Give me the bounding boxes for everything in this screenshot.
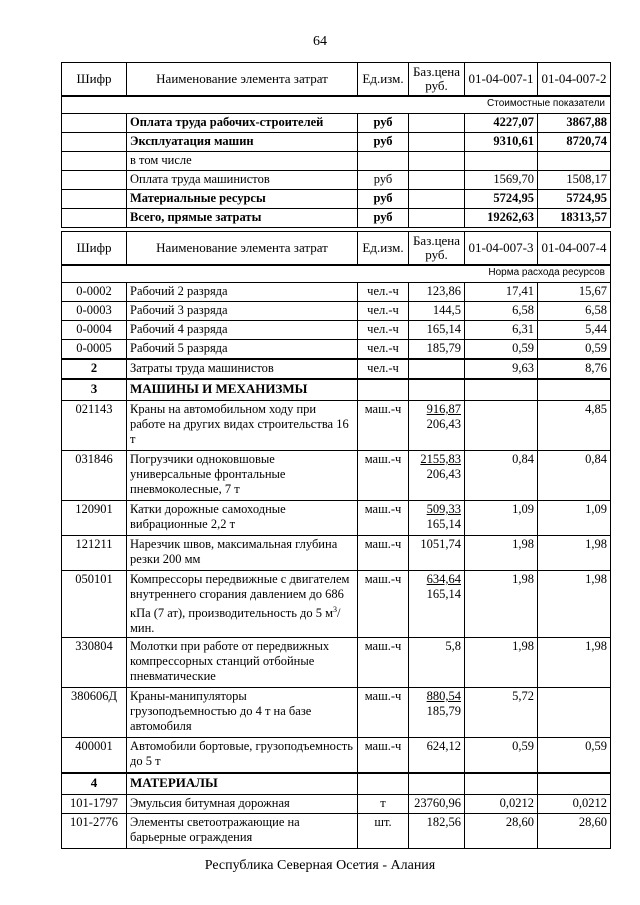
price-machinist: 165,14: [426, 517, 461, 531]
row-value-a: 5,72: [465, 688, 538, 738]
section-row: [62, 379, 611, 401]
row-value-b: 4,85: [538, 401, 611, 451]
row-name: Материальные ресурсы: [127, 190, 358, 209]
price-main: 2155,83: [420, 452, 461, 466]
table-row: [62, 814, 611, 849]
row-value-a: [465, 401, 538, 451]
row-value-a: 9,63: [465, 359, 538, 379]
row-value-a: 1,09: [465, 501, 538, 536]
row-name: Краны на автомобильном ходу при работе на других видах строительства 16 т: [127, 401, 358, 451]
row-unit: руб: [358, 171, 409, 190]
row-price: 624,12: [409, 738, 465, 774]
row-name: Погрузчики одноковшовые универсальные фронтальные пневмоколесные, 7 т: [127, 451, 358, 501]
section-title: МАТЕРИАЛЫ: [127, 773, 358, 795]
table-row: [62, 401, 611, 451]
header-base-price: Баз.цена руб.: [409, 63, 465, 97]
row-name: Автомобили бортовые, грузоподъемность до 5 т: [127, 738, 358, 774]
row-name: Рабочий 5 разряда: [127, 340, 358, 360]
row-unit: руб: [358, 190, 409, 209]
row-code: 2: [62, 359, 127, 379]
cost-table: [61, 62, 611, 228]
row-value-a: 4227,07: [465, 114, 538, 133]
price-main: 509,33: [426, 502, 461, 516]
table-row: [62, 795, 611, 814]
price-main: 916,87: [426, 402, 461, 416]
table-subheader: Стоимостные показатели: [62, 96, 611, 114]
row-name: Рабочий 4 разряда: [127, 321, 358, 340]
row-value-b: 8720,74: [538, 133, 611, 152]
table-row: [62, 321, 611, 340]
row-unit: маш.-ч: [358, 501, 409, 536]
row-name-text: Компрессоры передвижные с двигателем внутреннего сгорания давлением до 686 кПа (7 ат), производительность до 5 м: [130, 572, 350, 621]
row-value-a: 17,41: [465, 283, 538, 302]
row-unit: чел.-ч: [358, 321, 409, 340]
row-name: Рабочий 3 разряда: [127, 302, 358, 321]
section-code: 3: [62, 379, 127, 401]
table-row: [62, 451, 611, 501]
row-value-b: 0,0212: [538, 795, 611, 814]
row-value-b: 15,67: [538, 283, 611, 302]
table-row: [62, 536, 611, 571]
row-value-a: 5724,95: [465, 190, 538, 209]
row-code: 101-2776: [62, 814, 127, 849]
price-machinist: 206,43: [426, 467, 461, 481]
header-unit: Ед.изм.: [358, 63, 409, 97]
resource-table: [61, 231, 611, 849]
row-name: Катки дорожные самоходные вибрационные 2,2 т: [127, 501, 358, 536]
row-unit: чел.-ч: [358, 283, 409, 302]
row-value-a: 9310,61: [465, 133, 538, 152]
page-number: 64: [313, 34, 327, 49]
row-name: Краны-манипуляторы грузоподъемностью до 4 т на базе автомобиля: [127, 688, 358, 738]
row-unit: руб: [358, 114, 409, 133]
row-value-a: 1,98: [465, 638, 538, 688]
header-col-b: 01-04-007-4: [538, 232, 611, 266]
row-unit: маш.-ч: [358, 688, 409, 738]
table-row: [62, 688, 611, 738]
row-price: 123,86: [409, 283, 465, 302]
table-row: [62, 501, 611, 536]
row-unit: маш.-ч: [358, 401, 409, 451]
price-main: 634,64: [426, 572, 461, 586]
header-col-a: 01-04-007-3: [465, 232, 538, 266]
row-code: 380606Д: [62, 688, 127, 738]
row-value-b: 1,09: [538, 501, 611, 536]
row-price: 182,56: [409, 814, 465, 849]
row-code: 031846: [62, 451, 127, 501]
row-unit: чел.-ч: [358, 340, 409, 360]
table-row: [62, 302, 611, 321]
price-machinist: 206,43: [426, 417, 461, 431]
row-value-b: 5724,95: [538, 190, 611, 209]
row-code: 330804: [62, 638, 127, 688]
row-value-a: 1569,70: [465, 171, 538, 190]
row-code: 0-0003: [62, 302, 127, 321]
row-price: [409, 571, 465, 638]
row-unit: маш.-ч: [358, 738, 409, 774]
row-value-b: 0,59: [538, 738, 611, 774]
page-footer: Республика Северная Осетия - Алания: [204, 858, 436, 873]
row-value-b: 1,98: [538, 536, 611, 571]
row-name: Оплата труда машинистов: [127, 171, 358, 190]
row-value-b: 1508,17: [538, 171, 611, 190]
table-row: [62, 571, 611, 638]
header-code: Шифр: [62, 63, 127, 97]
row-unit: руб: [358, 209, 409, 228]
table-row: [62, 283, 611, 302]
table-row: [62, 738, 611, 774]
price-main: 880,54: [426, 689, 461, 704]
row-price: [409, 688, 465, 738]
header-name: Наименование элемента затрат: [127, 232, 358, 266]
row-value-a: 1,98: [465, 536, 538, 571]
row-unit: маш.-ч: [358, 571, 409, 638]
table-row: [62, 340, 611, 360]
row-value-a: 19262,63: [465, 209, 538, 228]
row-code: 101-1797: [62, 795, 127, 814]
table-row: [62, 638, 611, 688]
header-name: Наименование элемента затрат: [127, 63, 358, 97]
row-value-b: 3867,88: [538, 114, 611, 133]
row-name: в том числе: [127, 152, 358, 171]
row-value-b: [538, 688, 611, 738]
row-price: 165,14: [409, 321, 465, 340]
header-code: Шифр: [62, 232, 127, 266]
row-code: 121211: [62, 536, 127, 571]
row-code: 021143: [62, 401, 127, 451]
row-value-b: 8,76: [538, 359, 611, 379]
row-unit: чел.-ч: [358, 359, 409, 379]
table-row: [62, 359, 611, 379]
section-row: [62, 773, 611, 795]
row-name: Всего, прямые затраты: [127, 209, 358, 228]
row-price: [409, 451, 465, 501]
row-value-a: 0,59: [465, 340, 538, 360]
header-col-b: 01-04-007-2: [538, 63, 611, 97]
row-value-a: 0,59: [465, 738, 538, 774]
row-value-b: 1,98: [538, 571, 611, 638]
row-code: 0-0004: [62, 321, 127, 340]
row-price: 1051,74: [409, 536, 465, 571]
row-value-b: 28,60: [538, 814, 611, 849]
row-price: [409, 401, 465, 451]
superscript: 3: [333, 605, 338, 614]
row-code: 400001: [62, 738, 127, 774]
row-name: Элементы светоотражающие на барьерные ограждения: [127, 814, 358, 849]
row-price: [409, 359, 465, 379]
row-value-a: 1,98: [465, 571, 538, 638]
section-code: 4: [62, 773, 127, 795]
row-name: Эмульсия битумная дорожная: [127, 795, 358, 814]
row-price: 5,8: [409, 638, 465, 688]
row-name: Эксплуатация машин: [127, 133, 358, 152]
header-unit: Ед.изм.: [358, 232, 409, 266]
section-title: МАШИНЫ И МЕХАНИЗМЫ: [127, 379, 358, 401]
row-code: 050101: [62, 571, 127, 638]
row-value-a: 6,58: [465, 302, 538, 321]
row-unit: маш.-ч: [358, 536, 409, 571]
row-name: Рабочий 2 разряда: [127, 283, 358, 302]
row-code: 0-0005: [62, 340, 127, 360]
row-value-b: 6,58: [538, 302, 611, 321]
row-price: [409, 501, 465, 536]
price-machinist: 185,79: [426, 704, 461, 719]
row-name: Затраты труда машинистов: [127, 359, 358, 379]
header-base-price: Баз.цена руб.: [409, 232, 465, 266]
row-unit: маш.-ч: [358, 451, 409, 501]
row-name: [127, 571, 358, 638]
row-value-a: 28,60: [465, 814, 538, 849]
row-value-b: 1,98: [538, 638, 611, 688]
row-unit: руб: [358, 133, 409, 152]
row-value-b: 0,59: [538, 340, 611, 360]
row-value-a: 0,0212: [465, 795, 538, 814]
row-value-a: 6,31: [465, 321, 538, 340]
row-value-b: 5,44: [538, 321, 611, 340]
row-value-b: 18313,57: [538, 209, 611, 228]
row-value-b: 0,84: [538, 451, 611, 501]
row-unit: чел.-ч: [358, 302, 409, 321]
row-name: Молотки при работе от передвижных компрессорных станций отбойные пневматические: [127, 638, 358, 688]
header-col-a: 01-04-007-1: [465, 63, 538, 97]
row-code: 120901: [62, 501, 127, 536]
row-value-a: 0,84: [465, 451, 538, 501]
price-machinist: 165,14: [426, 587, 461, 601]
row-unit: шт.: [358, 814, 409, 849]
row-price: 185,79: [409, 340, 465, 360]
row-name-suffix: /мин.: [130, 606, 341, 636]
row-unit: т: [358, 795, 409, 814]
table-subheader: Норма расхода ресурсов: [62, 265, 611, 283]
row-price: 144,5: [409, 302, 465, 321]
row-name: Оплата труда рабочих-строителей: [127, 114, 358, 133]
row-name: Нарезчик швов, максимальная глубина резки 200 мм: [127, 536, 358, 571]
row-code: 0-0002: [62, 283, 127, 302]
row-unit: маш.-ч: [358, 638, 409, 688]
row-price: 23760,96: [409, 795, 465, 814]
